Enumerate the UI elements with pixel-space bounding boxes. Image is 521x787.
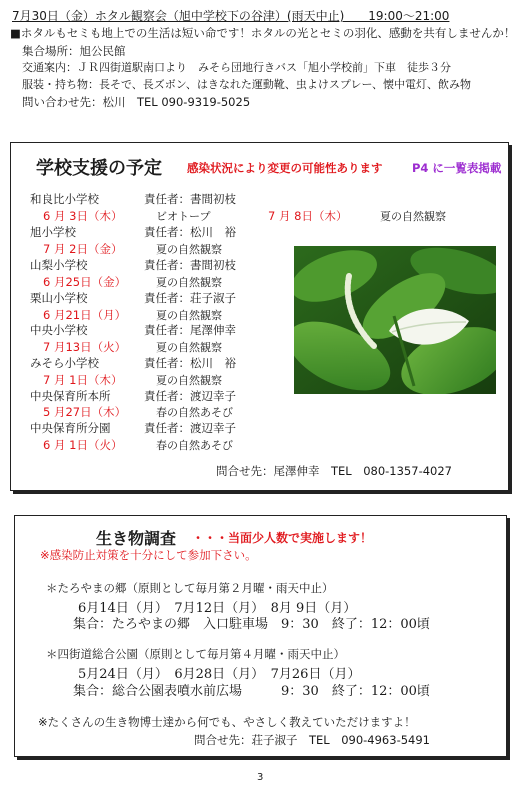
school-name: 中央保育所本所 <box>30 389 111 403</box>
infection-prevention-note: ※感染防止対策を十分にして参加下さい。 <box>40 548 257 562</box>
firefly-transport: 交通案内：ＪＲ四街道駅南口より みそら団地行きバス「旭小学校前」下車 徒歩３分 <box>22 61 451 74</box>
creature-survey-title: 生き物調査 <box>96 529 177 548</box>
hangesho-plant-photo <box>294 246 496 394</box>
site-heading: ＊たろやまの郷（原則として毎月第２月曜・雨天中止） <box>46 581 334 595</box>
site-dates: 5月24日（月） 6月28日（月） 7月26日（月） <box>78 667 361 682</box>
creature-survey-contact: 問合せ先：荘子淑子 TEL 090-4963-5491 <box>194 733 430 747</box>
school-responsible: 責任者：荘子淑子 <box>144 291 236 305</box>
creature-survey-subtitle: ・・・当面少人数で実施します！ <box>192 531 373 545</box>
visit-date: 6 月 1日（火） <box>43 438 123 452</box>
visit-activity: ビオトープ <box>156 210 211 223</box>
closing-note: ※たくさんの生き物博士達から何でも、やさしく教えていただけますよ！ <box>38 715 416 729</box>
site-meeting: 集合：たろやまの郷 入口駐車場 9：30 終了：12：00頃 <box>73 617 430 632</box>
firefly-title: 7月30日（金）ホタル観察会（旭中学校下の谷津）(雨天中止) 19:00〜21:00 <box>12 9 450 23</box>
visit-activity: 夏の自然観察 <box>156 243 222 256</box>
school-name: みそら小学校 <box>30 356 99 370</box>
site-dates: 6月14日（月） 7月12日（月） 8月 9日（月） <box>78 601 357 616</box>
firefly-items: 服装・持ち物：長そで、長ズボン、はきなれた運動靴、虫よけスプレー、懐中電灯、飲み物 <box>22 78 472 91</box>
visit-date: 7 月 8日（木） <box>268 209 348 223</box>
firefly-venue: 集合場所：旭公民館 <box>22 44 126 58</box>
school-responsible: 責任者：書間初枝 <box>144 192 236 206</box>
change-notice: 感染状況により変更の可能性あります <box>187 161 383 175</box>
visit-activity: 夏の自然観察 <box>156 341 222 354</box>
school-responsible: 責任者：松川 裕 <box>144 225 236 239</box>
school-name: 和良比小学校 <box>30 192 99 206</box>
visit-activity: 春の自然あそび <box>156 439 233 452</box>
school-responsible: 責任者：書間初枝 <box>144 258 236 272</box>
visit-date: 7 月 2日（金） <box>43 242 123 256</box>
site-heading: ＊四街道総合公園（原則として毎月第４月曜・雨天中止） <box>46 647 345 661</box>
visit-date: 7 月13日（火） <box>43 340 127 354</box>
school-support-contact: 問合せ先：尾澤伸幸 TEL 080-1357-4027 <box>216 464 452 478</box>
school-name: 中央保育所分園 <box>30 421 111 435</box>
firefly-contact: 問い合わせ先：松川 TEL 090-9319-5025 <box>22 95 251 109</box>
firefly-description: ■ホタルもセミも地上での生活は短い命です！ホタルの光とセミの羽化、感動を共有しませんか！ <box>10 26 516 40</box>
school-name: 中央小学校 <box>30 323 88 337</box>
school-responsible: 責任者：渡辺幸子 <box>144 389 236 403</box>
p4-note: P4 に一覧表掲載 <box>412 161 502 175</box>
school-responsible: 責任者：松川 裕 <box>144 356 236 370</box>
visit-activity: 夏の自然観察 <box>156 309 222 322</box>
school-responsible: 責任者：尾澤伸幸 <box>144 323 236 337</box>
school-responsible: 責任者：渡辺幸子 <box>144 421 236 435</box>
site-meeting: 集合：総合公園表噴水前広場 9：30 終了：12：00頃 <box>73 684 430 699</box>
school-support-title: 学校支援の予定 <box>36 158 162 179</box>
visit-date: 6 月25日（金） <box>43 275 127 289</box>
visit-date: 7 月 1日（木） <box>43 373 123 387</box>
visit-date: 5 月27日（木） <box>43 405 127 419</box>
visit-activity: 春の自然あそび <box>156 406 233 419</box>
school-name: 山梨小学校 <box>30 258 88 272</box>
visit-activity: 夏の自然観察 <box>156 374 222 387</box>
visit-activity: 夏の自然観察 <box>156 276 222 289</box>
plant-photo-svg <box>294 246 496 394</box>
page-number: 3 <box>257 772 264 783</box>
visit-activity: 夏の自然観察 <box>380 210 446 223</box>
visit-date: 6 月21日（月） <box>43 308 127 322</box>
school-name: 旭小学校 <box>30 225 76 239</box>
school-name: 栗山小学校 <box>30 291 88 305</box>
visit-date: 6 月 3日（木） <box>43 209 123 223</box>
